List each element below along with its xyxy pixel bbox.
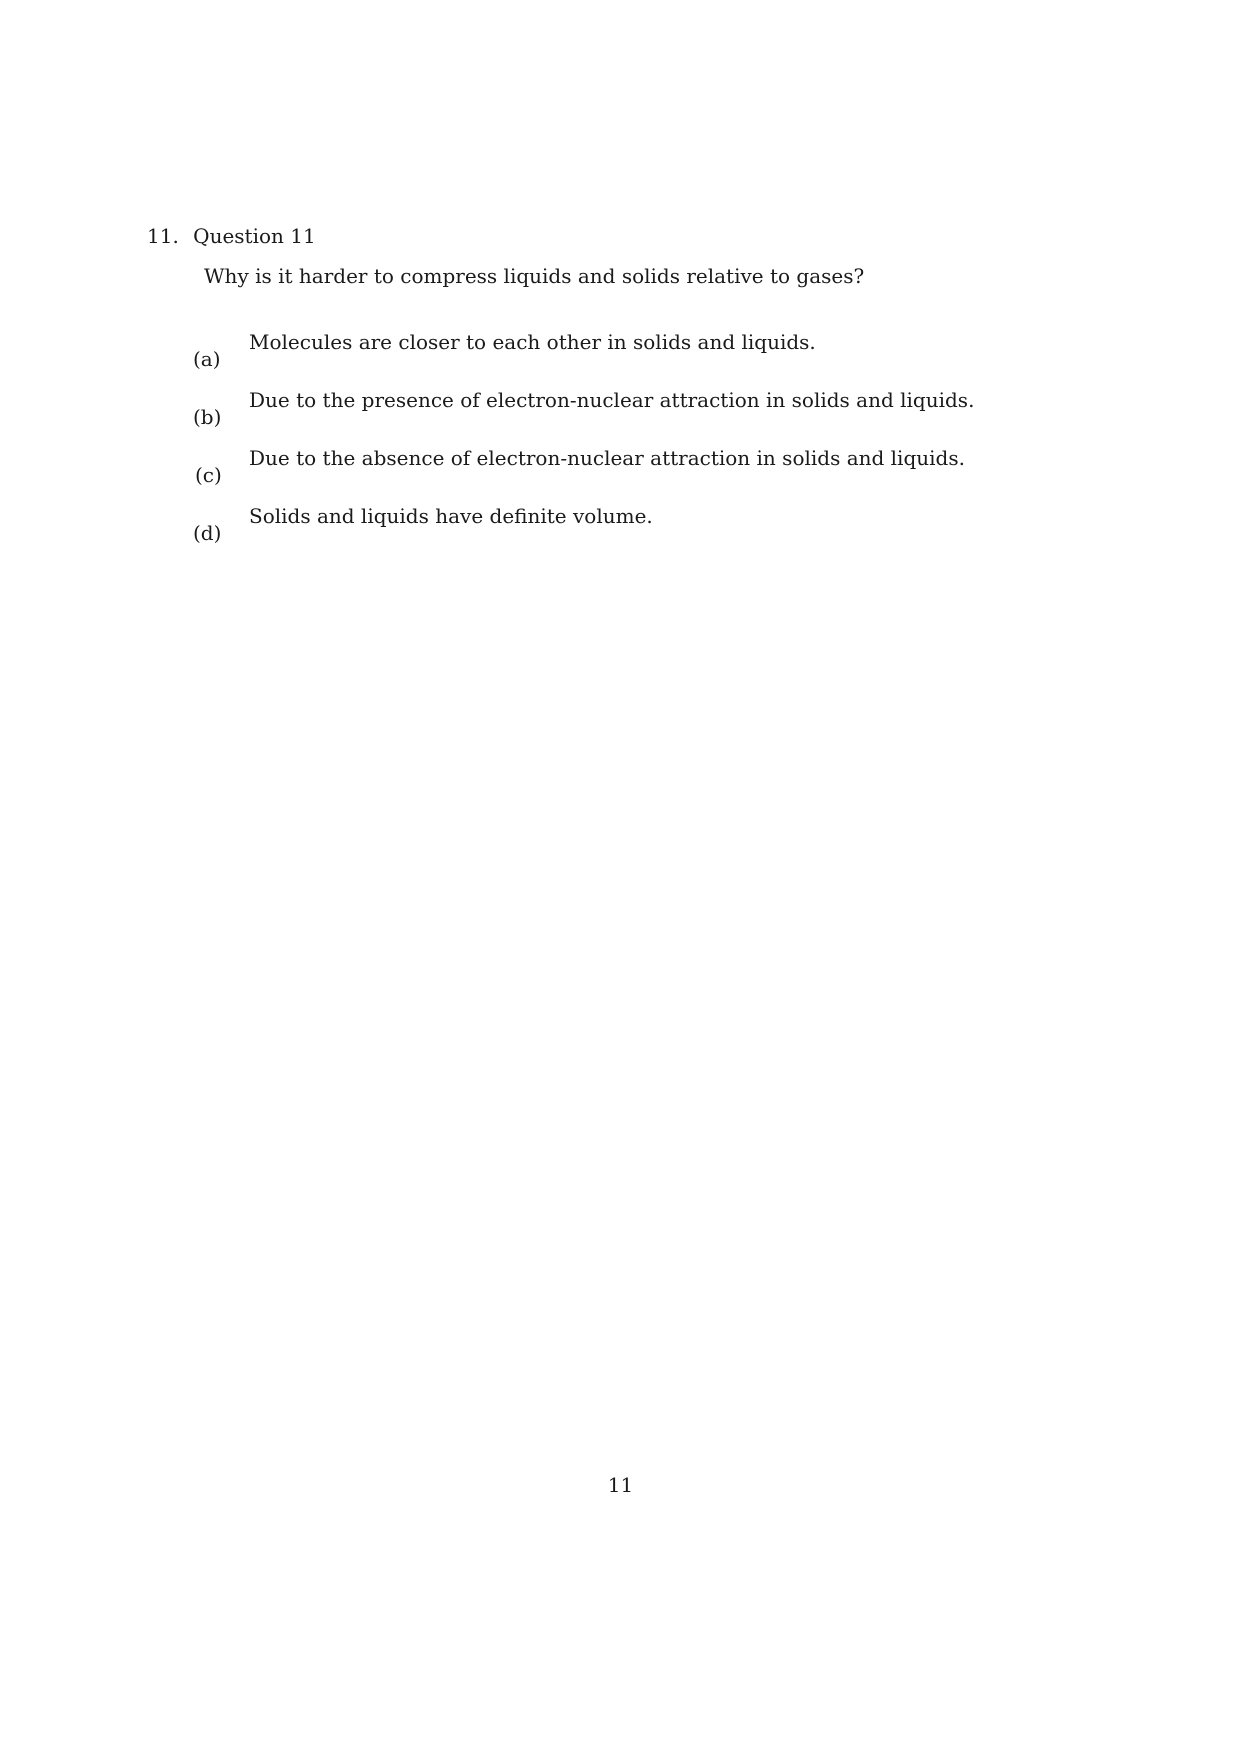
option-text: Due to the presence of electron-nuclear attraction in solids and liquids. [249, 388, 975, 412]
question-heading [147, 224, 316, 248]
option-b [0, 388, 1241, 428]
option-a [0, 330, 1241, 370]
option-letter: (c) [195, 463, 222, 487]
option-text: Molecules are closer to each other in solids and liquids. [249, 330, 816, 354]
option-text: Solids and liquids have definite volume. [249, 504, 653, 528]
option-c [0, 446, 1241, 486]
question-title: Question 11 [193, 224, 316, 248]
option-d [0, 504, 1241, 544]
option-letter: (d) [193, 521, 222, 545]
option-letter: (b) [193, 405, 222, 429]
option-text: Due to the absence of electron-nuclear attraction in solids and liquids. [249, 446, 965, 470]
option-letter: (a) [193, 347, 221, 371]
question-text: Why is it harder to compress liquids and solids relative to gases? [204, 264, 865, 288]
page-number: 11 [607, 1473, 634, 1497]
question-number: 11. [147, 224, 179, 248]
